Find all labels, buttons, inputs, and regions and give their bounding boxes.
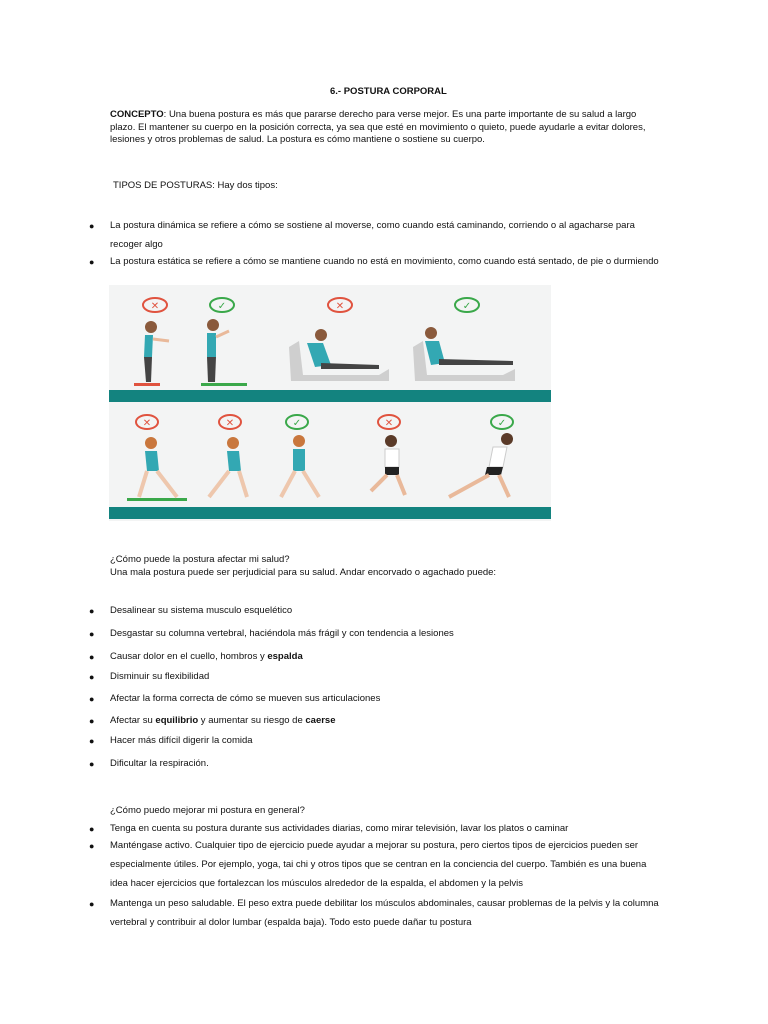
svg-text:✕: ✕ [142, 418, 152, 429]
concept-label: CONCEPTO [110, 109, 164, 120]
svg-text:✕: ✕ [384, 418, 394, 429]
list-item: Desgastar su columna vertebral, haciéndola más frágil y con tendencia a lesiones [110, 628, 454, 639]
list-item: Tenga en cuenta su postura durante sus actividades diarias, como mirar televisión, lavar los platos o caminar [110, 823, 569, 834]
concept-paragraph [110, 109, 650, 147]
concept-text: : Una buena postura es más que pararse derecho para verse mejor. Es una parte importante de su salud a largo plazo. El mantener su cuerpo en la posición correcta, ya sea que esté en movimiento o quieto, puede ayudarle a evitar dolores, lesiones y otros problemas de salud. La postura es cómo mantiene o sostiene su cuerpo. [110, 109, 646, 145]
bullet-icon: ● [89, 716, 95, 726]
svg-text:✓: ✓ [217, 301, 227, 312]
bullet-icon: ● [89, 221, 95, 231]
bullet-icon: ● [89, 899, 95, 909]
bullet-icon: ● [89, 824, 95, 834]
svg-text:✓: ✓ [497, 418, 507, 429]
list-item: Desalinear su sistema musculo esquelético [110, 605, 293, 616]
question-heading-health: ¿Cómo puede la postura afectar mi salud? [110, 554, 290, 565]
shelf-top [109, 390, 551, 402]
list-item-text: Afectar su [110, 715, 156, 726]
svg-text:✓: ✓ [462, 301, 472, 312]
list-item: Disminuir su flexibilidad [110, 671, 210, 682]
list-item-bold: equilibrio [155, 715, 199, 726]
svg-text:✕: ✕ [150, 301, 160, 312]
bullet-icon: ● [89, 841, 95, 851]
list-item: Afectar la forma correcta de cómo se mueven sus articulaciones [110, 693, 381, 704]
bullet-icon: ● [89, 736, 95, 746]
list-item: Mantenga un peso saludable. El peso extra puede debilitar los músculos abdominales, causar problemas de la pelvis y la columna vertebral y contribuir al dolor lumbar (espalda baja). Todo esto puede dañar tu postura [110, 898, 659, 928]
list-item-text: Causar dolor en el cuello, hombros y [110, 651, 268, 662]
list-item [110, 651, 303, 664]
list-item [110, 715, 336, 728]
page-title: 6.- POSTURA CORPORAL [330, 86, 447, 97]
list-item-bold: espalda [267, 651, 303, 662]
list-item: Hacer más difícil digerir la comida [110, 735, 253, 746]
svg-text:✕: ✕ [335, 301, 345, 312]
bullet-icon: ● [89, 694, 95, 704]
tipos-heading: TIPOS DE POSTURAS: Hay dos tipos: [113, 180, 278, 191]
bullet-icon: ● [89, 257, 95, 267]
list-item-text: y aumentar su riesgo de [198, 715, 306, 726]
bullet-icon: ● [89, 629, 95, 639]
list-item-bold: caerse [305, 715, 336, 726]
posture-illustration [109, 285, 551, 521]
question-heading-improve: ¿Cómo puedo mejorar mi postura en general? [110, 805, 305, 816]
list-item: Manténgase activo. Cualquier tipo de ejercicio puede ayudar a mejorar su postura, pero ciertos tipos de ejercicios pueden ser especialmente útiles. Por ejemplo, yoga, tai chi y otros tipos que se centran en la conciencia del cuerpo. También es una buena idea hacer ejercicios que fortalezcan los músculos alrededor de la espalda, el abdomen y la pelvis [110, 840, 647, 889]
bullet-icon: ● [89, 759, 95, 769]
bullet-icon: ● [89, 652, 95, 662]
bullet-icon: ● [89, 672, 95, 682]
answer-intro: Una mala postura puede ser perjudicial para su salud. Andar encorvado o agachado puede: [110, 567, 497, 578]
shelf-bottom [109, 507, 551, 519]
svg-text:✕: ✕ [225, 418, 235, 429]
svg-text:✓: ✓ [292, 418, 302, 429]
bullet-icon: ● [89, 606, 95, 616]
tipo-dinamica: La postura dinámica se refiere a cómo se sostiene al moverse, como cuando está caminando, corriendo o al agacharse para recoger algo [110, 220, 635, 250]
tipo-estatica: La postura estática se refiere a cómo se mantiene cuando no está en movimiento, como cuando está sentado, de pie o durmiendo [110, 256, 659, 267]
list-item: Dificultar la respiración. [110, 758, 209, 769]
